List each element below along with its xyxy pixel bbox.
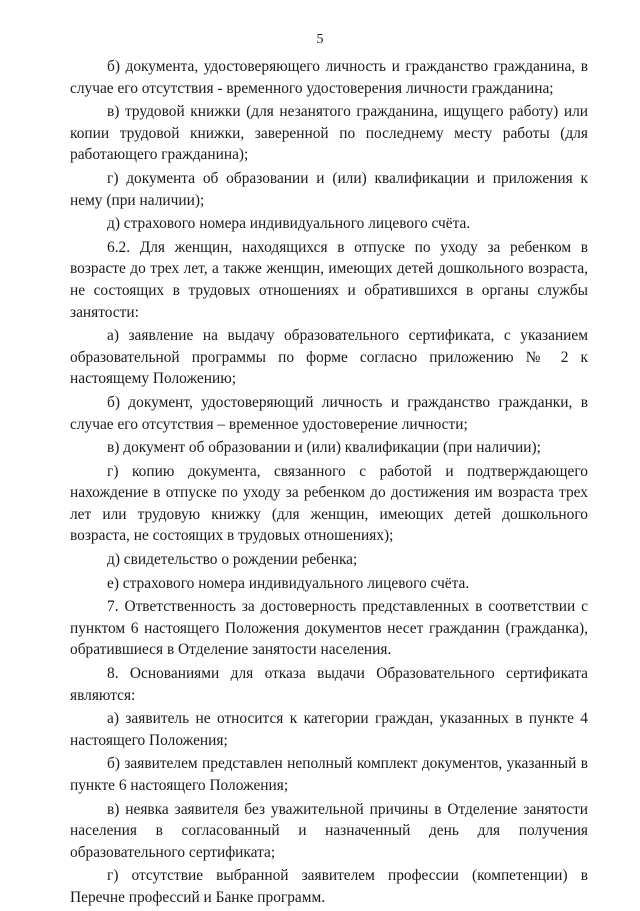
page-number: 5 [316,32,324,47]
paragraph: б) заявителем представлен неполный комплект документов, указанный в пункте 6 настоящего Положения; [70,755,588,794]
paragraph: 6.2. Для женщин, находящихся в отпуске по уходу за ребенком в возрасте до трех лет, а также женщин, имеющих детей дошкольного возраста, не состоящих в трудовых отношениях и обратившихся в органы службы занятости: [70,238,588,321]
paragraph: в) документ об образовании и (или) квалификации (при наличии); [107,439,541,457]
paragraph: д) свидетельство о рождении ребенка; [107,551,358,569]
paragraph: д) страхового номера индивидуального лицевого счёта. [107,215,471,233]
paragraph: е) страхового номера индивидуального лицевого счёта. [107,574,470,592]
paragraph: в) трудовой книжки (для незанятого гражданина, ищущего работу) или копии трудовой книжки, заверенной по последнему месту работы (для работающего гражданина); [70,103,588,164]
paragraph: а) заявление на выдачу образовательного сертификата, с указанием образовательной программы по форме согласно приложению № 2 к настоящему Положению; [70,327,588,388]
document-body [70,56,588,911]
paragraph: в) неявка заявителя без уважительной причины в Отделение занятости населения в согласованный и назначенный день для получения образовательного сертификата; [70,800,588,861]
paragraph: 7. Ответственность за достоверность представленных в соответствии с пунктом 6 настоящего Положения документов несет гражданин (гражданка), обратившиеся в Отделение занятости населения. [70,598,588,659]
paragraph: 8. Основаниями для отказа выдачи Образовательного сертификата являются: [70,665,588,704]
paragraph: а) заявитель не относится к категории граждан, указанных в пункте 4 настоящего Положения; [70,710,588,749]
paragraph: б) документ, удостоверяющий личность и гражданство гражданки, в случае его отсутствия – временное удостоверение личности; [70,393,588,433]
paragraph: г) отсутствие выбранной заявителем профессии (компетенции) в Перечне профессий и Банке программ. [70,867,588,906]
paragraph: б) документа, удостоверяющего личность и гражданство гражданина, в случае его отсутствия - временного удостоверения личности гражданина; [70,58,588,97]
paragraph: г) документа об образовании и (или) квалификации и приложения к нему (при наличии); [70,169,588,209]
paragraph: г) копию документа, связанного с работой и подтверждающего нахождение в отпуске по уходу за ребенком до достижения им возраста трех лет или трудовую книжку (для женщин, имеющих детей дошкольного возраста, не состоящих в трудовых отношениях); [70,462,588,545]
